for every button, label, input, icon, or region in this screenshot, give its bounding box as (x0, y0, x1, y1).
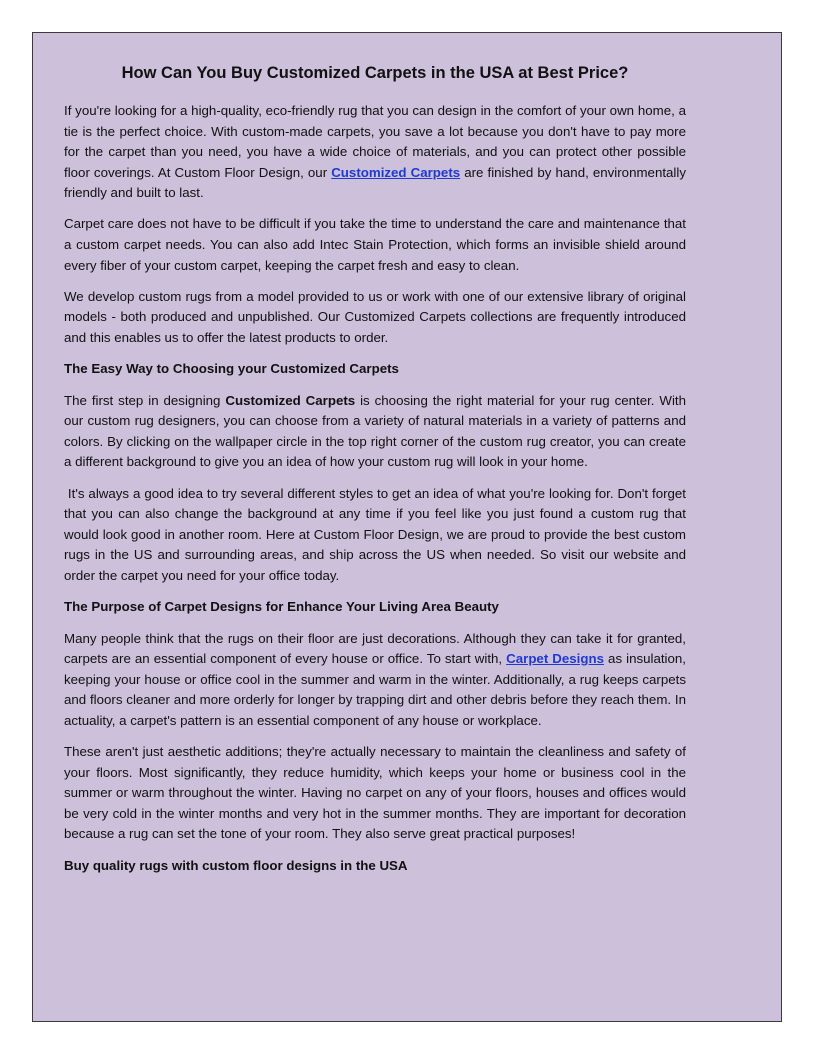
section-heading-purpose: The Purpose of Carpet Designs for Enhance Your Living Area Beauty (64, 598, 499, 614)
customized-carpets-link[interactable]: Customized Carpets (331, 164, 461, 180)
section-heading-easy-way: The Easy Way to Choosing your Customized Carpets (64, 361, 399, 377)
paragraph-custom-rugs: We develop custom rugs from a model provided to us or work with one of our extensive library of original models - both produced and unpublished. Our Customized Carpets collections are frequently introduced and this enables us to offer the latest products to order. (64, 288, 686, 345)
paragraph-intro (64, 101, 686, 204)
paragraph-first-step-text-start: The first step in designing (64, 392, 226, 408)
paragraph-decorations-text-end: as insulation, keeping your house or office cool in the summer and warm in the winter. Additionally, a rug keeps carpets and floors cleaner and more orderly for longer by trapping dirt and other debris before they reach them. In actuality, a carpet's pattern is an essential component of any house or workplace. (64, 651, 686, 728)
paragraph-aesthetic: These aren't just aesthetic additions; they're actually necessary to maintain the cleanliness and safety of your floors. Most significantly, they reduce humidity, which keeps your home or business cool in the summer or warm throughout the winter. Having no carpet on any of your floors, houses and offices would be very cold in the winter months and very hot in the summer months. They are important for decoration because a rug can set the tone of your room. They also serve great practical purposes! (64, 744, 686, 842)
carpet-designs-link[interactable]: Carpet Designs (506, 651, 605, 667)
paragraph-intro-text-end: are finished by hand, environmentally friendly and built to last. (64, 164, 686, 201)
paragraph-decorations-text-start: Many people think that the rugs on their floor are just decorations. Although they can take it for granted, carpets are an essential component of every house or office. To start with, (64, 630, 686, 667)
paragraph-first-step-text-end: is choosing the right material for your rug center. With our custom rug designers, you can choose from a variety of natural materials in a variety of patterns and colors. By clicking on the wallpaper circle in the top right corner of the custom rug creator, you can create a different background to give you an idea of how your custom rug will look in your home. (64, 392, 687, 470)
paragraph-intro-text-start: If you're looking for a high-quality, eco-friendly rug that you can design in the comfort of your own home, a tie is the perfect choice. With custom-made carpets, you save a lot because you don't have to pay more for the carpet than you need, you have a wide choice of materials, and you can protect other possible floor coverings. At Custom Floor Design, our (64, 103, 686, 180)
paragraph-carpet-care: Carpet care does not have to be difficult if you take the time to understand the care and maintenance that a custom carpet needs. You can also add Intec Stain Protection, which forms an invisible shield around every fiber of your custom carpet, keeping the carpet fresh and easy to clean. (64, 216, 686, 273)
document-body (64, 62, 686, 887)
paragraph-styles: It's always a good idea to try several different styles to get an idea of what you're looking for. Don't forget that you can also change the background at any time if you feel like you just found a custom rug that would look good in another room. Here at Custom Floor Design, we are proud to provide the best custom rugs in the US and surrounding areas, and ship across the US when needed. So visit our website and order the carpet you need for your office today. (64, 485, 686, 583)
paragraph-first-step (64, 391, 686, 473)
document-title: How Can You Buy Customized Carpets in the USA at Best Price? (121, 64, 629, 82)
customized-carpets-bold: Customized Carpets (225, 392, 356, 408)
paragraph-decorations (64, 629, 686, 732)
section-heading-buy-quality: Buy quality rugs with custom floor designs in the USA (64, 857, 408, 873)
